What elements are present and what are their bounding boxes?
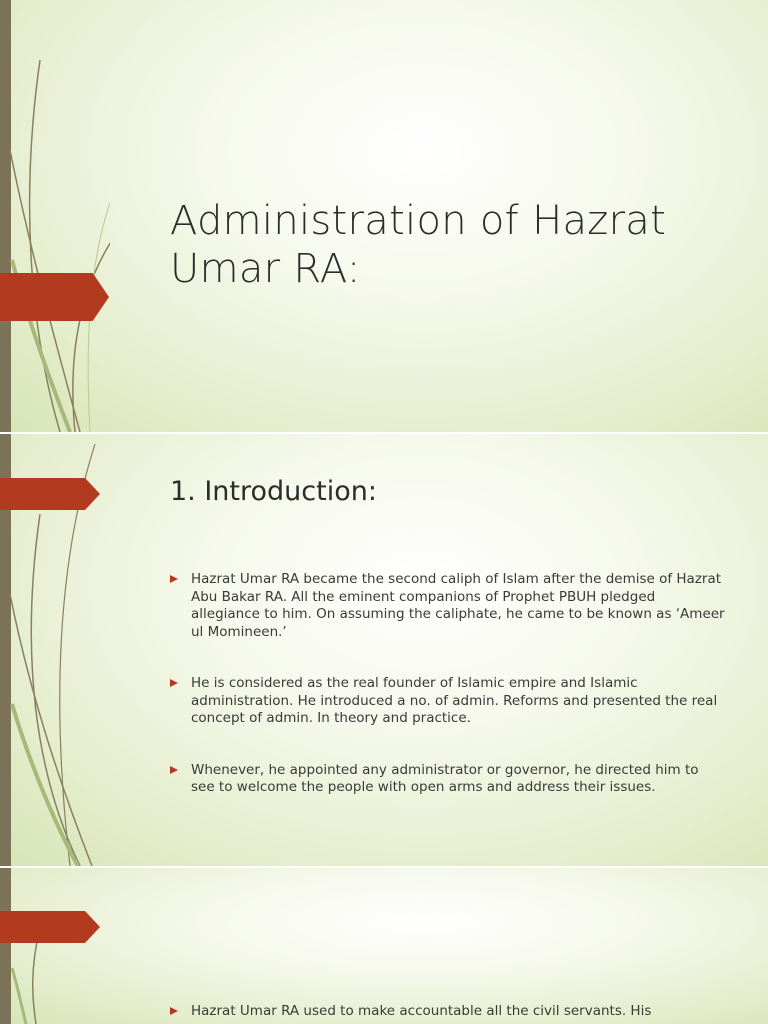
decorative-curves <box>0 868 110 1024</box>
slide-title <box>0 0 768 432</box>
slide-heading: 1. Introduction: <box>170 476 377 507</box>
arrow-tab-icon <box>0 273 109 321</box>
slide-introduction <box>0 434 768 866</box>
slide-title-text: Administration of Hazrat Umar RA: <box>170 198 667 292</box>
arrow-tab-icon <box>0 911 100 943</box>
list-item <box>170 1003 725 1021</box>
triangle-bullet-icon <box>170 679 178 687</box>
list-item <box>170 571 725 641</box>
bullet-text: He is considered as the real founder of Islamic empire and Islamic administration. He introduced a no. of admin. Reforms and presented the real concept of admin. In theory and practice. <box>191 675 718 726</box>
decorative-curves <box>0 0 110 432</box>
triangle-bullet-icon <box>170 1007 178 1015</box>
slide-accountability <box>0 868 768 1024</box>
bullet-text: Hazrat Umar RA became the second caliph of Islam after the demise of Hazrat Abu Bakar RA. All the eminent companions of Prophet PBUH pledged allegiance to him. On assuming the caliphate, he came to be known as ‘Ameer ul Momineen.’ <box>191 571 725 640</box>
list-item <box>170 762 725 797</box>
list-item <box>170 675 725 728</box>
triangle-bullet-icon <box>170 766 178 774</box>
arrow-tab-icon <box>0 478 100 510</box>
bullet-text: Hazrat Umar RA used to make accountable all the civil servants. His <box>191 1003 652 1019</box>
triangle-bullet-icon <box>170 575 178 583</box>
bullet-text: Whenever, he appointed any administrator or governor, he directed him to see to welcome the people with open arms and address their issues. <box>191 761 699 795</box>
bullet-list <box>170 571 725 797</box>
bullet-list <box>170 1003 725 1021</box>
